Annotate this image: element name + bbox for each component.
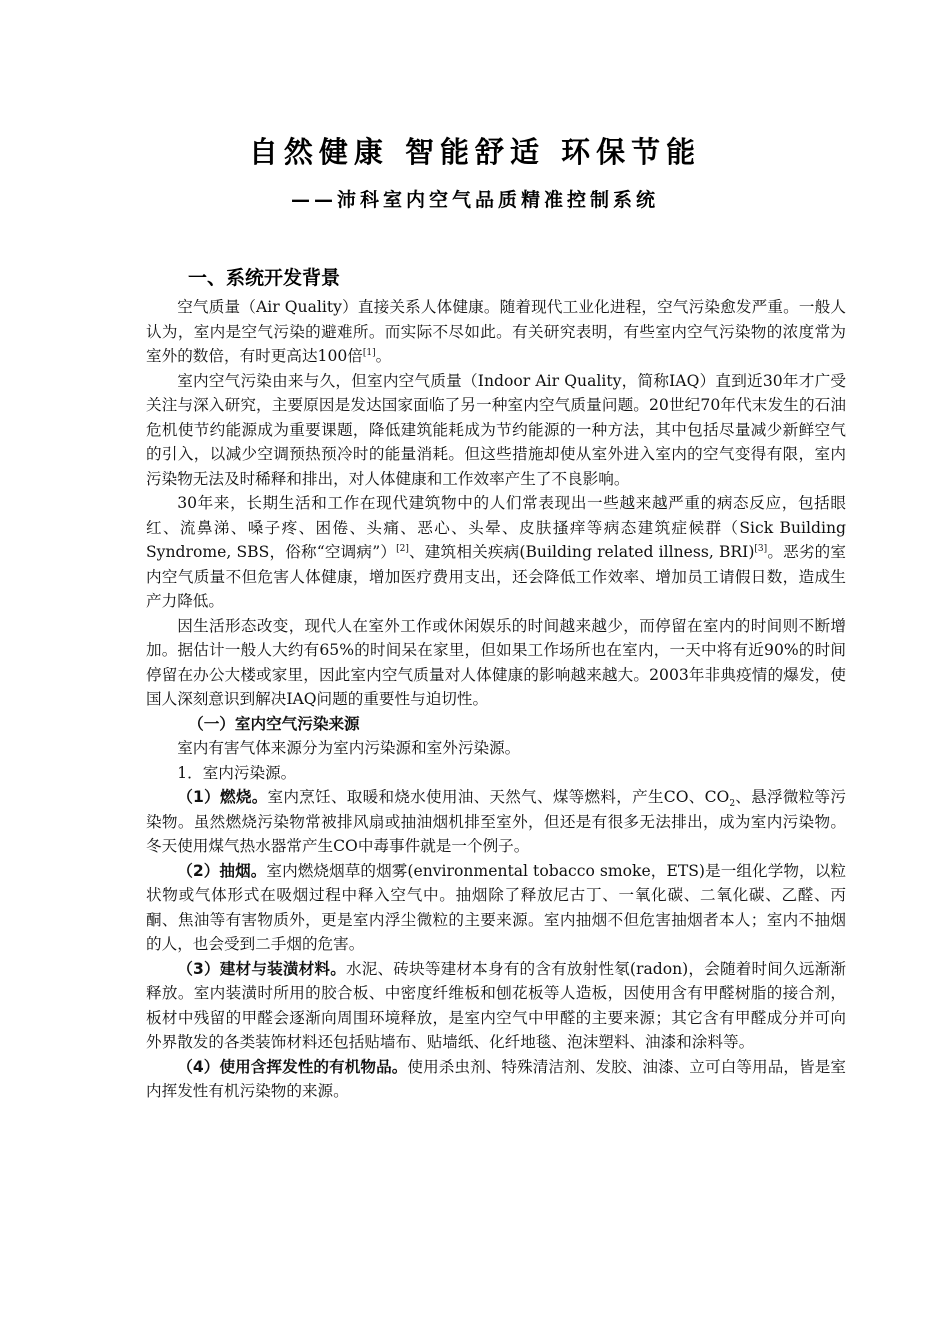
paragraph-sources-intro: 室内有害气体来源分为室内污染源和室外污染源。 — [177, 739, 521, 757]
citation-1: [1] — [362, 347, 376, 358]
citation-3: [3] — [754, 543, 768, 554]
paragraph-air-quality: 空气质量（Air Quality）直接关系人体健康。随着现代工业化进程，空气污染愈发严重。一般人认为，室内是空气污染的避难所。而实际不尽如此。有关研究表明，有些室内空气污染物的浓度常为室外的数倍，有时更高达100倍[1]。 — [146, 298, 846, 365]
list-item-building-materials: （3）建材与装潢材料。水泥、砖块等建材本身有的含有放射性氡(radon)，会随着时间久远渐渐释放。室内装潢时所用的胶合板、中密度纤维板和刨花板等人造板，因使用含有甲醛树脂的接合剂，板材中残留的甲醛会逐渐向周围环境释放，是室内空气中甲醛的主要来源；其它含有甲醛成分并可向外界散发的各类装饰材料还包括贴墙布、贴墙纸、化纤地毯、泡沫塑料、油漆和涂料等。 — [146, 959, 846, 1051]
paragraph-sick-building: 30年来，长期生活和工作在现代建筑物中的人们常表现出一些越来越严重的病态反应，包括眼红、流鼻涕、嗓子疼、困倦、头痛、恶心、头晕、皮肤搔痒等病态建筑症候群（Sick Building Syndrome, SBS，俗称“空调病”）[2]、建筑相关疾病(Building related illness, BRI)[3]。恶劣的室内空气质量不但危害人体健康，增加医疗费用支出，还会降低工作效率、增加员工请假日数，造成生产力降低。 — [146, 494, 846, 610]
list-item-volatile-organics: （4）使用含挥发性的有机物品。使用杀虫剂、特殊清洁剂、发胶、油漆、立可白等用品，皆是室内挥发性有机污染物的来源。 — [146, 1057, 846, 1100]
paragraph-iaq-history: 室内空气污染由来与久，但室内空气质量（Indoor Air Quality，简称IAQ）直到近30年才广受关注与深入研究，主要原因是发达国家面临了另一种室内空气质量问题。20世纪70年代末发生的石油危机使节约能源成为重要课题，降低建筑能耗成为节约能源的一种方法，其中包括尽量减少新鲜空气的引入，以减少空调预热预冷时的能量消耗。但这些措施却使从室外进入室内的空气变得有限，室内污染物无法及时稀释和排出，对人体健康和工作效率产生了不良影响。 — [146, 371, 846, 488]
document-subtitle: ——沛科室内空气品质精准控制系统 — [290, 189, 659, 211]
document-body — [146, 295, 846, 1104]
citation-2: [2] — [396, 543, 409, 554]
list-item-smoking: （2）抽烟。室内燃烧烟草的烟雾(environmental tobacco smoke，ETS)是一组化学物，以粒状物或气体形式在吸烟过程中释入空气中。抽烟除了释放尼古丁、一氧化碳、二氧化碳、乙醛、丙酮、焦油等有害物质外，更是室内浮尘微粒的主要来源。室内抽烟不但危害抽烟者本人；室内不抽烟的人，也会受到二手烟的危害。 — [146, 861, 846, 953]
document-title: 自然健康 智能舒适 环保节能 — [248, 135, 702, 169]
paragraph-lifestyle: 因生活形态改变，现代人在室外工作或休闲娱乐的时间越来越少，而停留在室内的时间则不断增加。据估计一般人大约有65%的时间呆在家里，但如果工作场所也在室内，一天中将有近90%的时间停留在办公大楼或家里，因此室内空气质量对人体健康的影响越来越大。2003年非典疫情的爆发，使国人深刻意识到解决IAQ问题的重要性与迫切性。 — [146, 616, 846, 708]
item-heading-indoor-sources: 1．室内污染源。 — [177, 763, 297, 782]
subsection-heading-sources: （一）室内空气污染来源 — [188, 714, 360, 733]
list-item-combustion: （1）燃烧。室内烹饪、取暖和烧水使用油、天然气、煤等燃料，产生CO、$CO_2$、悬浮微粒等污染物。虽然燃烧污染物常被排风扇或抽油烟机排至室外，但还是有很多无法排出，成为室内污染物。冬天使用煤气热水器常产生CO中毒事件就是一个例子。 — [146, 788, 846, 855]
section-heading-background: 一、系统开发背景 — [188, 267, 341, 289]
